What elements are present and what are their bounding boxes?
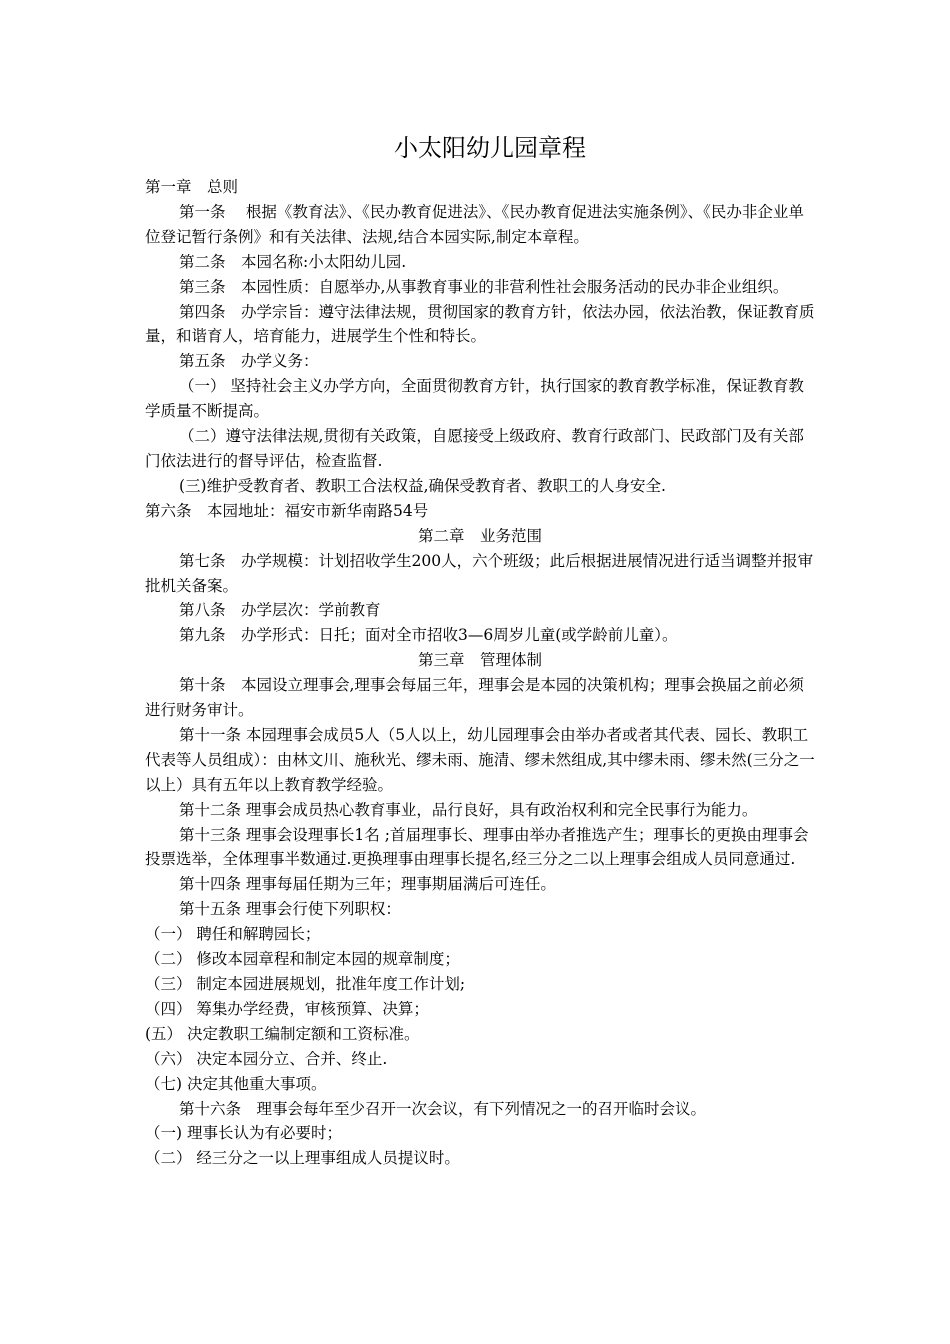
article-6: 第六条 本园地址：福安市新华南路54号 <box>145 501 429 520</box>
chapter-heading-2: 第二章 业务范围 <box>417 526 542 545</box>
article-10: 第十条 本园设立理事会,理事会每届三年，理事会是本园的决策机构；理事会换届之前必须进行财务审计。 <box>145 676 804 720</box>
article-15-item-3: （三） 制定本园进展规划，批准年度工作计划; <box>145 975 466 993</box>
article-5-item-3: (三)维护受教育者、教职工合法权益,确保受教育者、教职工的人身安全. <box>179 476 666 495</box>
article-2: 第二条 本园名称:小太阳幼儿园. <box>179 252 407 271</box>
article-15-item-7: （七) 决定其他重大事项。 <box>145 1074 327 1093</box>
document-title: 小太阳幼儿园章程 <box>394 134 586 162</box>
article-15-item-1: （一） 聘任和解聘园长； <box>145 925 321 944</box>
article-5: 第五条 办学义务： <box>179 352 319 371</box>
article-16-item-2: （二） 经三分之一以上理事组成人员提议时。 <box>145 1149 460 1168</box>
article-16: 第十六条 理事会每年至少召开一次会议，有下列情况之一的召开临时会议。 <box>179 1099 707 1118</box>
chapter-heading-1: 第一章 总则 <box>145 178 239 196</box>
article-8: 第八条 办学层次：学前教育 <box>179 601 381 620</box>
article-15-item-2: （二） 修改本园章程和制定本园的规章制度； <box>145 950 460 969</box>
article-3: 第三条 本园性质：自愿举办,从事教育事业的非营利性社会服务活动的民办非企业组织。 <box>179 277 789 296</box>
document-body <box>145 175 815 1171</box>
article-16-item-1: （一) 理事长认为有必要时； <box>145 1124 342 1143</box>
article-13: 第十三条 理事会设理事长1名 ;首届理事长、理事由举办者推选产生；理事长的更换由理事会投票选举，全体理事半数通过.更换理事由理事长提名,经三分之二以上理事会组成人员同意通过. <box>145 825 809 869</box>
article-14: 第十四条 理事每届任期为三年；理事期届满后可连任。 <box>179 875 556 894</box>
article-1: 第一条 根据《教育法》、《民办教育促进法》、《民办教育促进法实施条例》、《民办非企业单位登记暂行条例》和有关法律、法规,结合本园实际,制定本章程。 <box>145 202 804 246</box>
article-11: 第十一条 本园理事会成员5人（5人以上，幼儿园理事会由举办者或者其代表、园长、教职工代表等人员组成）：由林文川、施秋光、缪未雨、施清、缪未然组成,其中缪未雨、缪未然(三分之一以上）具有五年以上教育教学经验。 <box>145 725 815 794</box>
article-5-item-1: （一） 坚持社会主义办学方向，全面贯彻教育方针，执行国家的教育教学标准，保证教育教学质量不断提高。 <box>145 377 804 421</box>
article-5-item-2: （二）遵守法律法规,贯彻有关政策，自愿接受上级政府、教育行政部门、民政部门及有关部门依法进行的督导评估，检查监督. <box>145 427 804 470</box>
article-15-item-6: （六） 决定本园分立、合并、终止. <box>145 1049 388 1068</box>
article-15-item-5: (五） 决定教职工编制定额和工资标准。 <box>145 1024 420 1043</box>
article-7: 第七条 办学规模：计划招收学生200人，六个班级；此后根据进展情况进行适当调整并报审批机关备案。 <box>145 551 814 595</box>
article-4: 第四条 办学宗旨：遵守法律法规，贯彻国家的教育方针，依法办园，依法治教，保证教育质量，和谐育人，培育能力，进展学生个性和特长。 <box>145 302 815 346</box>
article-15: 第十五条 理事会行使下列职权： <box>179 900 401 919</box>
chapter-heading-3: 第三章 管理体制 <box>417 651 542 670</box>
article-9: 第九条 办学形式：日托；面对全市招收3—6周岁儿童(或学龄前儿童）。 <box>179 626 678 645</box>
article-12: 第十二条 理事会成员热心教育事业，品行良好，具有政治权利和完全民事行为能力。 <box>179 800 758 819</box>
article-15-item-4: （四） 筹集办学经费，审核预算、决算； <box>145 999 429 1018</box>
